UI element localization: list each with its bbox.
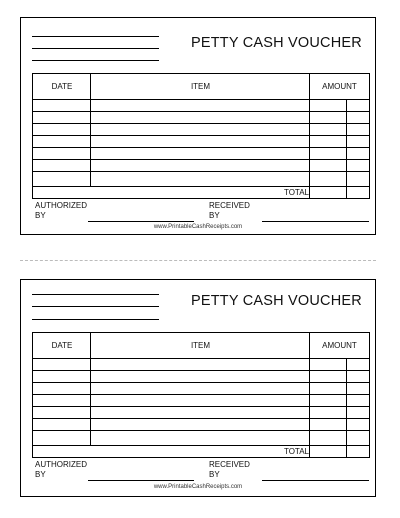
- header-line: [32, 319, 159, 320]
- date-header: DATE: [51, 341, 73, 350]
- cut-line: [20, 260, 376, 261]
- received-signature-line[interactable]: [262, 221, 369, 222]
- voucher-title: PETTY CASH VOUCHER: [191, 35, 362, 51]
- authorized-by-label: AUTHORIZED BY: [35, 460, 87, 479]
- row-line: [33, 123, 369, 124]
- item-header: ITEM: [190, 341, 211, 350]
- column-divider: [309, 333, 310, 457]
- header-line: [32, 294, 159, 295]
- column-divider: [309, 74, 310, 198]
- cents-divider: [346, 358, 347, 457]
- header-line: [32, 48, 159, 49]
- row-line: [33, 111, 369, 112]
- row-line: [33, 171, 369, 172]
- received-by-label: RECEIVED BY: [209, 201, 250, 220]
- voucher-1: [20, 17, 376, 235]
- authorized-by-label: AUTHORIZED BY: [35, 201, 87, 220]
- total-label: TOTAL: [283, 188, 309, 197]
- voucher-table: [32, 73, 370, 199]
- authorized-signature-line[interactable]: [88, 480, 194, 481]
- row-line: [33, 147, 369, 148]
- row-line: [33, 99, 369, 100]
- website-text: www.PrintableCashReceipts.com: [153, 224, 243, 230]
- amount-header: AMOUNT: [322, 82, 357, 91]
- website-text: www.PrintableCashReceipts.com: [153, 484, 243, 490]
- row-line: [33, 186, 369, 187]
- column-divider: [90, 333, 91, 445]
- voucher-title: PETTY CASH VOUCHER: [191, 293, 362, 309]
- header-line: [32, 306, 159, 307]
- row-line: [33, 159, 369, 160]
- item-header: ITEM: [190, 82, 211, 91]
- row-line: [33, 430, 369, 431]
- row-line: [33, 406, 369, 407]
- amount-header: AMOUNT: [322, 341, 357, 350]
- received-signature-line[interactable]: [262, 480, 369, 481]
- row-line: [33, 418, 369, 419]
- row-line: [33, 135, 369, 136]
- row-line: [33, 370, 369, 371]
- column-divider: [90, 74, 91, 186]
- row-line: [33, 445, 369, 446]
- header-line: [32, 60, 159, 61]
- row-line: [33, 382, 369, 383]
- header-line: [32, 36, 159, 37]
- total-label: TOTAL: [283, 447, 309, 456]
- row-line: [33, 394, 369, 395]
- cents-divider: [346, 99, 347, 198]
- row-line: [33, 358, 369, 359]
- voucher-2: [20, 279, 376, 497]
- voucher-table: [32, 332, 370, 458]
- authorized-signature-line[interactable]: [88, 221, 194, 222]
- date-header: DATE: [51, 82, 73, 91]
- received-by-label: RECEIVED BY: [209, 460, 250, 479]
